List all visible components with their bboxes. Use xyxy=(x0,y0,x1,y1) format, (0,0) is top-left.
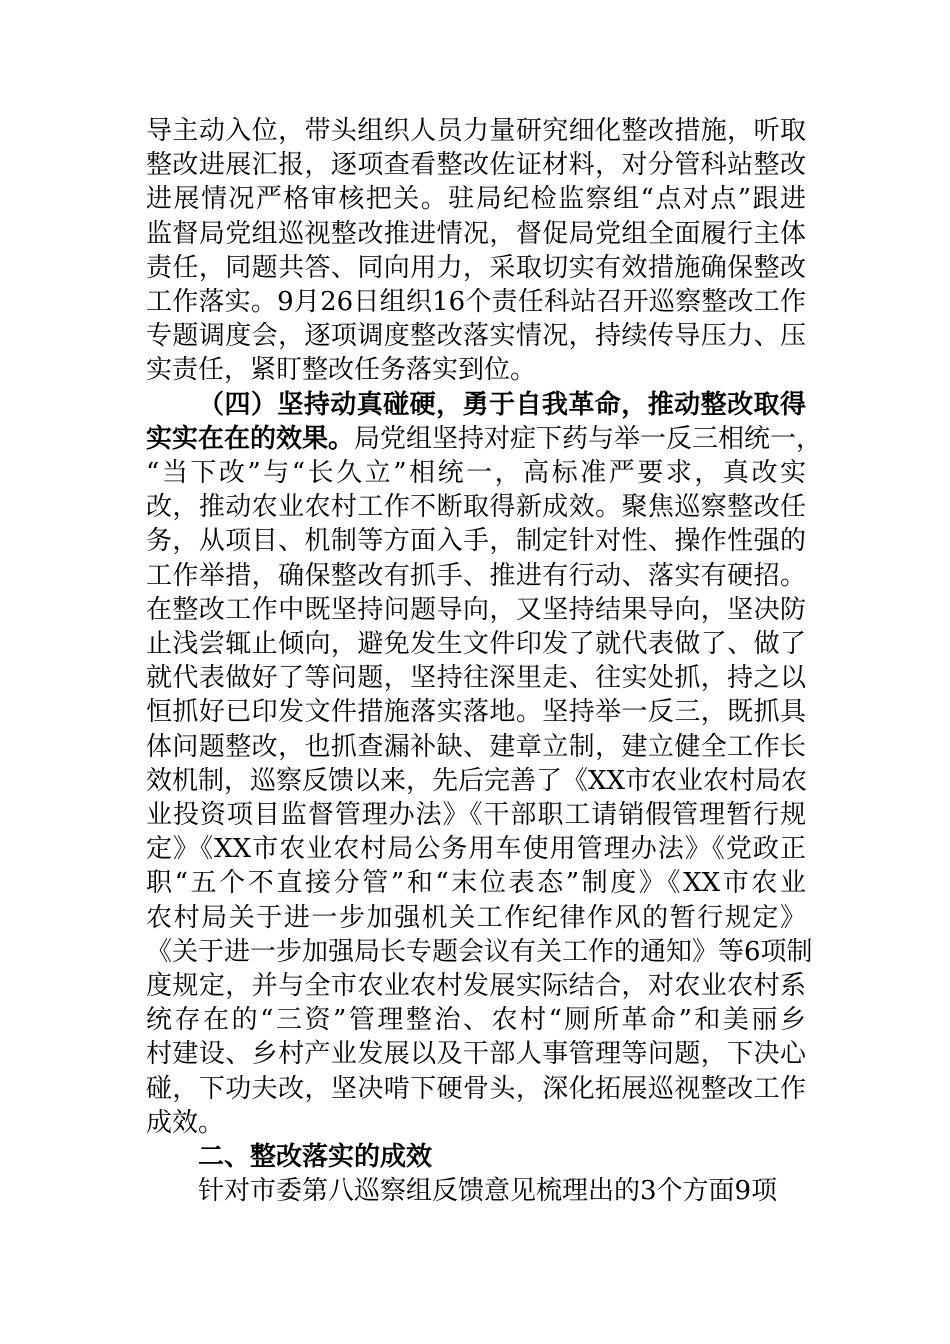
body-line: 农村局关于进一步加强机关工作纪律作风的暂行规定》 xyxy=(146,902,806,933)
section-four-heading: （四）坚持动真碰硬，勇于自我革命，推动整改取得 xyxy=(198,389,806,420)
body-line: 监督局党组巡视整改推进情况，督促局党组全面履行主体 xyxy=(146,218,806,249)
body-line: 进展情况严格审核把关。驻局纪检监察组“点对点”跟进 xyxy=(146,184,806,215)
body-line: 《关于进一步加强局长专题会议有关工作的通知》等6项制 xyxy=(146,936,813,967)
body-line: 村建设、乡村产业发展以及干部人事管理等问题，下决心 xyxy=(146,1039,806,1070)
body-line: 效机制，巡察反馈以来，先后完善了《XX市农业农村局农 xyxy=(146,765,808,796)
body-line: 定》《XX市农业农村局公务用车使用管理办法》《党政正 xyxy=(146,834,806,865)
body-line: 体问题整改，也抓查漏补缺、建章立制，建立健全工作长 xyxy=(146,731,806,762)
body-line: “当下改”与“长久立”相统一，高标准严要求，真改实 xyxy=(146,458,806,488)
body-line-mixed xyxy=(146,422,823,456)
body-line: 实责任，紧盯整改任务落实到位。 xyxy=(146,355,537,386)
body-line: 就代表做好了等问题，坚持往深里走、往实处抓，持之以 xyxy=(146,663,806,694)
body-line: 业投资项目监督管理办法》《干部职工请销假管理暂行规 xyxy=(146,800,806,830)
body-line: 改，推动农业农村工作不断取得新成效。聚焦巡察整改任 xyxy=(146,492,806,523)
body-line: 导主动入位，带头组织人员力量研究细化整改措施，听取 xyxy=(146,116,806,146)
section-four-heading-end: 实实在在的效果。 xyxy=(146,423,355,454)
body-line: 统存在的“三资”管理整治、农村“厕所革命”和美丽乡 xyxy=(146,1005,806,1036)
body-line: 责任，同题共答、同向用力，采取切实有效措施确保整改 xyxy=(146,252,806,283)
body-line: 职“五个不直接分管”和“末位表态”制度》《XX市农业 xyxy=(146,868,806,899)
body-text: 局党组坚持对症下药与举一反三相统一， xyxy=(354,423,823,454)
body-line: 在整改工作中既坚持问题导向，又坚持结果导向，坚决防 xyxy=(146,594,806,625)
body-line: 度规定，并与全市农业农村发展实际结合，对农业农村系 xyxy=(146,971,806,1001)
body-line: 碰，下功夫改，坚决啃下硬骨头，深化拓展巡视整改工作 xyxy=(146,1073,806,1104)
body-line: 针对市委第八巡察组反馈意见梳理出的3个方面9项 xyxy=(198,1176,778,1207)
body-line: 专题调度会，逐项调度整改落实情况，持续传导压力、压 xyxy=(146,321,806,352)
body-line: 恒抓好已印发文件措施落实落地。坚持举一反三，既抓具 xyxy=(146,697,806,728)
body-line: 工作落实。9月26日组织16个责任科站召开巡察整改工作 xyxy=(146,287,806,317)
body-line: 整改进展汇报，逐项查看整改佐证材料，对分管科站整改 xyxy=(146,150,806,181)
body-line: 工作举措，确保整改有抓手、推进有行动、落实有硬招。 xyxy=(146,560,806,591)
body-line: 止浅尝辄止倾向，避免发生文件印发了就代表做了、做了 xyxy=(146,629,806,659)
body-line: 务，从项目、机制等方面入手，制定针对性、操作性强的 xyxy=(146,526,806,557)
body-line: 成效。 xyxy=(146,1107,225,1138)
section-two-heading: 二、整改落实的成效 xyxy=(198,1142,433,1172)
